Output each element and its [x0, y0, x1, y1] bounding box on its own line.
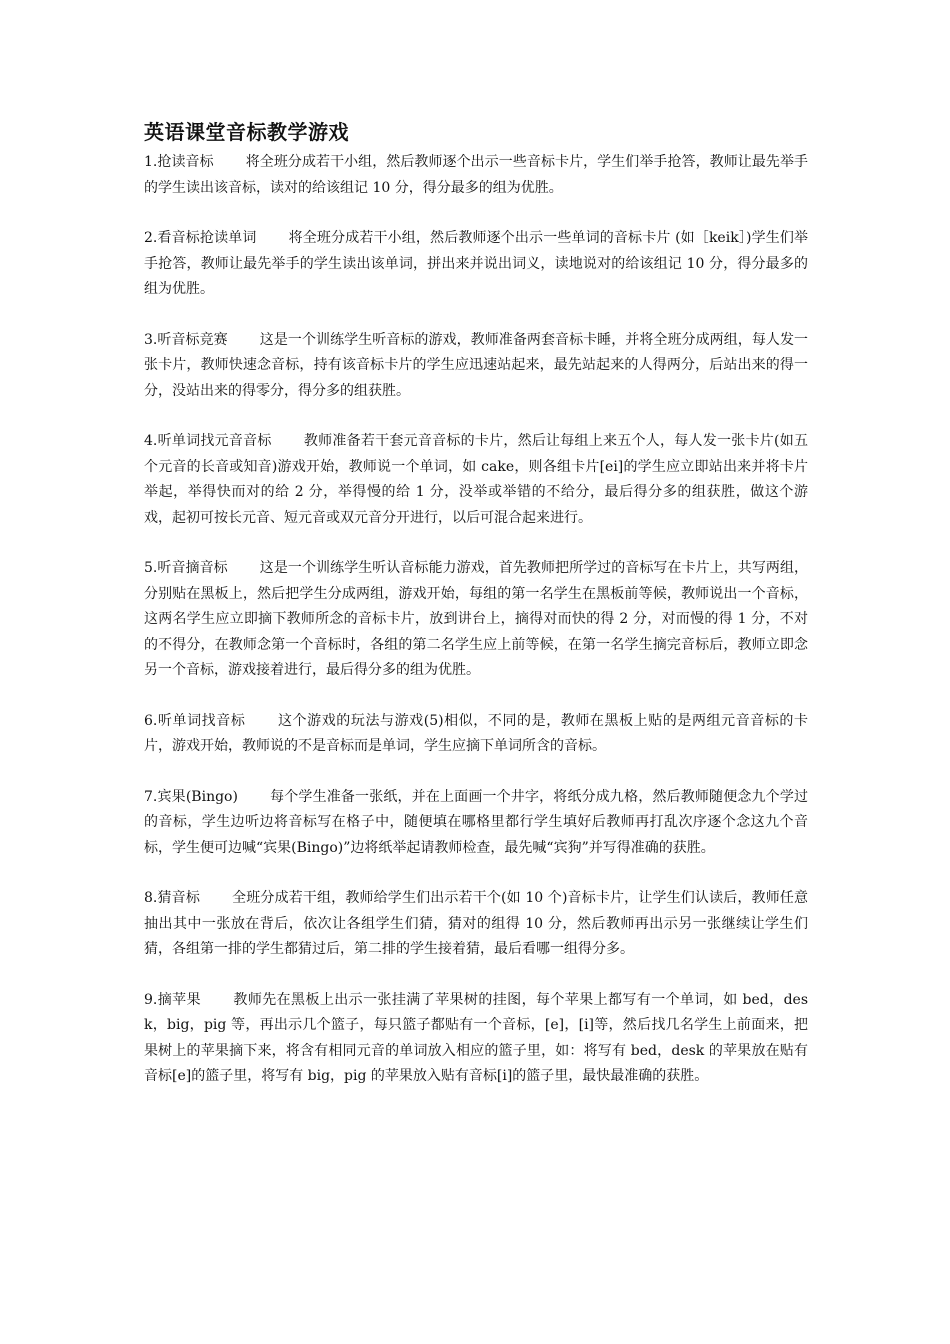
section-body: 教师先在黑板上出示一张挂满了苹果树的挂图，每个苹果上都写有一个单词，如 bed，desk，big，pig 等，再出示几个篮子，每只篮子都贴有一个音标，[e]，[i]等，然后找几名学生上前面来，把果树上的苹果摘下来，将含有相同元音的单词放入相应的篮子里，如：将写有 bed，desk 的苹果放在贴有音标[e]的篮子里，将写有 big，pig 的苹果放入贴有音标[i]的篮子里，最快最准确的获胜。 [144, 991, 809, 1084]
section-body: 每个学生准备一张纸，并在上面画一个井字，将纸分成九格，然后教师随便念九个学过的音标，学生边听边将音标写在格子中，随便填在哪格里都行学生填好后教师再打乱次序逐个念这九个音标，学生便可边喊“宾果(Bingo)”边将纸举起请教师检查，最先喊“宾狗”并写得准确的获胜。 [144, 788, 808, 856]
section-body: 将全班分成若干小组，然后教师逐个出示一些单词的音标卡片 (如［keik］)学生们举手抢答，教师让最先举手的学生读出该单词，拼出来并说出词义，读地说对的给该组记 10 分，得分最多的组为优胜。 [144, 230, 808, 297]
section-body: 教师准备若干套元音音标的卡片，然后让每组上来五个人，每人发一张卡片(如五个元音的长音或知音)游戏开始，教师说一个单词，如 cake，则各组卡片[ei]的学生应立即站出来并将卡片举起，举得快而对的给 2 分，举得慢的给 1 分，没举或举错的不给分，最后得分多的组获胜，做这个游戏，起初可按长元音、短元音或双元音分开进行，以后可混合起来进行。 [144, 433, 808, 526]
section-5 [144, 556, 808, 684]
section-heading: 3.听音标竞赛 [144, 331, 228, 348]
section-heading: 4.听单词找元音音标 [144, 433, 272, 449]
section-4 [144, 429, 808, 531]
section-body: 这是一个训练学生听认音标能力游戏，首先教师把所学过的音标写在卡片上，共写两组，分别贴在黑板上，然后把学生分成两组，游戏开始，每组的第一名学生在黑板前等候，教师说出一个音标，这两名学生应立即摘下教师所念的音标卡片，放到讲台上，摘得对而快的得 2 分，对而慢的得 1 分，不对的不得分，在教师念第一个音标时，各组的第二名学生应上前等候，在第一名学生摘完音标后，教师立即念另一个音标，游戏接着进行，最后得分多的组为优胜。 [144, 560, 809, 678]
section-heading: 5.听音摘音标 [144, 560, 228, 576]
section-heading: 9.摘苹果 [144, 991, 201, 1008]
section-3 [144, 328, 808, 405]
section-2 [144, 226, 808, 303]
section-heading: 2.看音标抢读单词 [144, 230, 257, 246]
section-7 [144, 785, 808, 862]
section-heading: 1.抢读音标 [144, 154, 214, 170]
section-9 [144, 988, 808, 1090]
section-body: 全班分成若干组，教师给学生们出示若干个(如 10 个)音标卡片，让学生们认读后，教师任意抽出其中一张放在背后，依次让各组学生们猜，猜对的组得 10 分，然后教师再出示另一张继续让学生们猜，各组第一排的学生都猜过后，第二排的学生接着猜，最后看哪一组得分多。 [144, 890, 808, 957]
section-heading: 7.宾果(Bingo) [144, 788, 238, 805]
document-page [144, 118, 808, 1115]
section-heading: 8.猜音标 [144, 890, 200, 906]
section-1 [144, 150, 808, 201]
section-6 [144, 709, 808, 760]
section-heading: 6.听单词找音标 [144, 712, 246, 729]
document-title: 英语课堂音标教学游戏 [144, 120, 349, 144]
section-body: 这个游戏的玩法与游戏(5)相似，不同的是，教师在黑板上贴的是两组元音音标的卡片，游戏开始，教师说的不是音标而是单词，学生应摘下单词所含的音标。 [144, 712, 808, 754]
section-8 [144, 886, 808, 963]
section-body: 这是一个训练学生听音标的游戏，教师准备两套音标卡睡，并将全班分成两组，每人发一张卡片，教师快速念音标，持有该音标卡片的学生应迅速站起来，最先站起来的人得两分，后站出来的得一分，没站出来的得零分，得分多的组获胜。 [144, 331, 809, 399]
section-body: 将全班分成若干小组，然后教师逐个出示一些音标卡片，学生们举手抢答，教师让最先举手的学生读出该音标，读对的给该组记 10 分，得分最多的组为优胜。 [144, 154, 809, 196]
